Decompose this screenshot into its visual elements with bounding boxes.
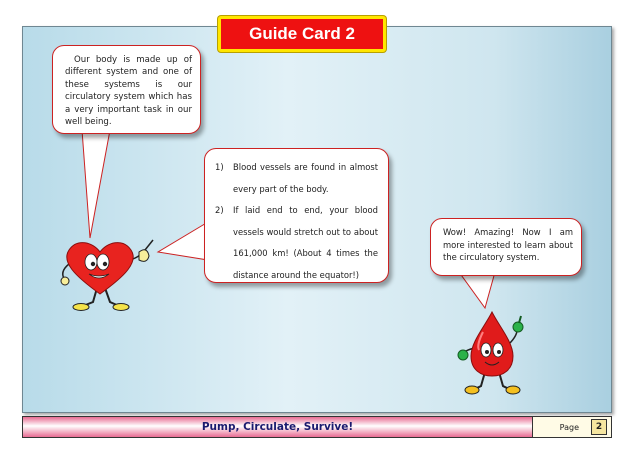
page-footer — [22, 416, 612, 438]
reply-speech-bubble — [430, 218, 582, 276]
intro-speech-bubble — [52, 45, 201, 134]
module-title: Pump, Circulate, Survive! — [23, 417, 533, 437]
fact-text: If laid end to end, your blood vessels would stretch out to about 161,000 km! (About 4 times the distance around the equator!) — [233, 205, 378, 280]
fact-number: 1) — [215, 162, 224, 172]
page-number: 2 — [591, 419, 607, 435]
facts-speech-bubble — [204, 148, 389, 283]
facts-list — [215, 157, 378, 286]
page-label: Page — [559, 422, 579, 432]
blood-drop-icon — [455, 310, 535, 400]
fact-item — [215, 200, 378, 286]
fact-text: Blood vessels are found in almost every part of the body. — [233, 162, 378, 194]
intro-bubble-tail — [80, 130, 120, 242]
reply-bubble-tail — [455, 272, 505, 312]
guide-card-title: Guide Card 2 — [218, 16, 386, 52]
heart-icon — [55, 236, 165, 316]
page-indicator — [533, 417, 611, 437]
intro-text: Our body is made up of different system and one of these systems is our circulatory system which has a very important task in our well being. — [65, 55, 192, 128]
reply-text: Wow! Amazing! Now I am more interested to learn about the circulatory system. — [443, 227, 573, 263]
fact-number: 2) — [215, 205, 224, 215]
fact-item — [215, 157, 378, 200]
